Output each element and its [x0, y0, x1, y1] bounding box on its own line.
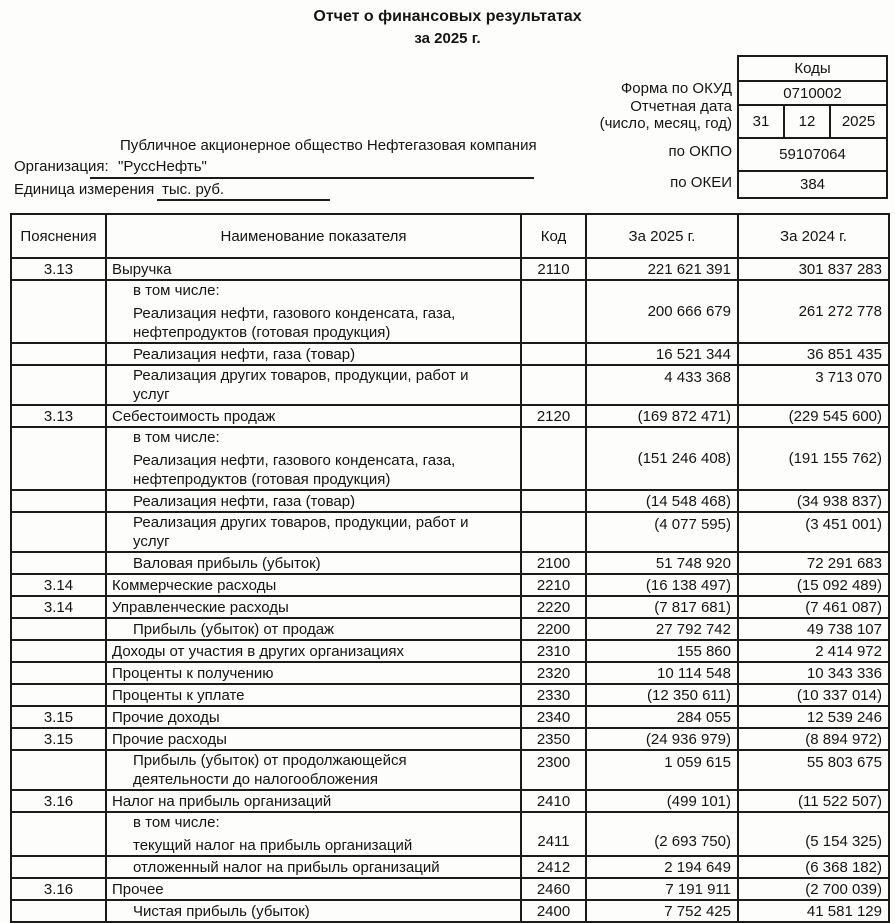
- indicator-name-cell: [106, 574, 521, 596]
- indicator-name-cell: [106, 258, 521, 280]
- report-date-label: Отчетная дата: [630, 98, 732, 115]
- table-header-row: [11, 214, 889, 258]
- indicator-name: Чистая прибыль (убыток): [133, 902, 310, 920]
- code-cell: 2210: [521, 574, 586, 596]
- code-cell: 2411: [521, 812, 586, 856]
- indicator-name: текущий налог на прибыль организаций: [133, 837, 413, 854]
- document-title: Отчет о финансовых результатах: [313, 8, 582, 25]
- value-2024-cell: (5 154 325): [738, 812, 889, 856]
- col-header-indicator-name: Наименование показателя: [106, 214, 521, 258]
- indicator-name: Выручка: [112, 260, 172, 278]
- col-header-2024: За 2024 г.: [738, 214, 889, 258]
- report-table-row: [11, 258, 889, 280]
- report-table-row: [11, 552, 889, 574]
- report-date-day: 31: [752, 113, 770, 130]
- code-cell: [521, 365, 586, 405]
- report-table-row: [11, 790, 889, 812]
- indicator-name: Прочее: [112, 880, 164, 898]
- indicator-name: Прочие расходы: [112, 730, 227, 748]
- explanation-cell: 3.16: [11, 790, 106, 812]
- indicator-name: Реализация других товаров, продукции, работ и: [133, 514, 469, 531]
- indicator-name-cell: [106, 490, 521, 512]
- indicator-name-cell: [106, 900, 521, 922]
- value-2024-cell: (7 461 087): [738, 596, 889, 618]
- organization-label: Организация:: [14, 158, 109, 175]
- codes-box: [737, 55, 888, 199]
- report-date-month: 12: [783, 106, 829, 137]
- value-2024-cell: (34 938 837): [738, 490, 889, 512]
- code-cell: [521, 343, 586, 365]
- report-table-row: [11, 728, 889, 750]
- report-table-row: [11, 640, 889, 662]
- indicator-name: нефтепродуктов (готовая продукция): [133, 471, 391, 488]
- value-2024-cell: (3 451 001): [738, 512, 889, 552]
- value-2024-cell: (2 700 039): [738, 878, 889, 900]
- code-cell: 2300: [521, 750, 586, 790]
- explanation-cell: 3.16: [11, 878, 106, 900]
- explanation-cell: [11, 490, 106, 512]
- organization-underline: [90, 177, 534, 179]
- code-cell: 2310: [521, 640, 586, 662]
- okud-label: Форма по ОКУД: [620, 80, 732, 97]
- indicator-name-cell: [106, 618, 521, 640]
- code-cell: 2460: [521, 878, 586, 900]
- report-period: за 2025 г.: [414, 30, 481, 47]
- indicator-name-cell: [106, 706, 521, 728]
- indicator-name-cell: [106, 280, 521, 343]
- financial-results-table: [10, 213, 890, 923]
- indicator-name-cell: [106, 878, 521, 900]
- value-2025-cell: (7 817 681): [586, 596, 738, 618]
- code-cell: [521, 280, 586, 343]
- value-2025-cell: 51 748 920: [586, 552, 738, 574]
- report-table-row: [11, 618, 889, 640]
- value-2024-cell: 72 291 683: [738, 552, 889, 574]
- indicator-name: Реализация нефти, газового конденсата, газа,: [133, 452, 456, 469]
- col-header-code: Код: [521, 214, 586, 258]
- value-2025-cell: (499 101): [586, 790, 738, 812]
- explanation-cell: [11, 343, 106, 365]
- report-date-year: 2025: [829, 106, 886, 137]
- value-2024-cell: 301 837 283: [738, 258, 889, 280]
- value-2025-cell: 2 194 649: [586, 856, 738, 878]
- report-table-row: [11, 812, 889, 856]
- value-2024-cell: 36 851 435: [738, 343, 889, 365]
- value-2024-cell: 10 343 336: [738, 662, 889, 684]
- indicator-name-cell: [106, 790, 521, 812]
- indicator-name: услуг: [133, 533, 170, 550]
- value-2025-cell: 284 055: [586, 706, 738, 728]
- explanation-cell: [11, 365, 106, 405]
- indicator-name: Реализация нефти, газа (товар): [133, 492, 356, 510]
- code-cell: [521, 427, 586, 490]
- code-cell: 2100: [521, 552, 586, 574]
- codes-header: Коды: [794, 60, 831, 77]
- code-cell: 2110: [521, 258, 586, 280]
- value-2024-cell: 41 581 129: [738, 900, 889, 922]
- value-2025-cell: (14 548 468): [586, 490, 738, 512]
- indicator-name: Прибыль (убыток) от продолжающейся: [133, 752, 407, 769]
- indicator-name: Проценты к получению: [112, 664, 274, 682]
- value-2025-cell: (169 872 471): [586, 405, 738, 427]
- indicator-name-cell: [106, 596, 521, 618]
- code-cell: 2330: [521, 684, 586, 706]
- value-2025-cell: (24 936 979): [586, 728, 738, 750]
- report-table-body: [11, 258, 889, 922]
- value-2024-cell: 49 738 107: [738, 618, 889, 640]
- code-cell: 2220: [521, 596, 586, 618]
- report-table-row: [11, 490, 889, 512]
- report-table-row: [11, 343, 889, 365]
- okei-code-value: 384: [739, 170, 886, 197]
- organization-name-line2: "РуссНефть": [118, 158, 207, 175]
- code-cell: 2410: [521, 790, 586, 812]
- value-2024-cell: 2 414 972: [738, 640, 889, 662]
- report-table-row: [11, 427, 889, 490]
- explanation-cell: [11, 684, 106, 706]
- value-2025-cell: (4 077 595): [586, 512, 738, 552]
- indicator-name-cell: [106, 728, 521, 750]
- indicator-name-cell: [106, 750, 521, 790]
- explanation-cell: [11, 618, 106, 640]
- report-table-row: [11, 856, 889, 878]
- organization-name-line1: Публичное акционерное общество Нефтегазовая компания: [120, 137, 537, 154]
- including-label: в том числе:: [133, 429, 220, 446]
- including-label: в том числе:: [133, 282, 220, 299]
- report-table-row: [11, 878, 889, 900]
- measure-unit-label: Единица измерения: [14, 181, 155, 198]
- value-2024-cell: (8 894 972): [738, 728, 889, 750]
- report-date-sublabel: (число, месяц, год): [599, 115, 732, 132]
- code-cell: [521, 490, 586, 512]
- explanation-cell: [11, 552, 106, 574]
- okud-code-value: 0710002: [739, 80, 886, 104]
- value-2024-cell: (191 155 762): [738, 427, 889, 490]
- indicator-name: Реализация других товаров, продукции, работ и: [133, 367, 469, 384]
- indicator-name: Прибыль (убыток) от продаж: [133, 620, 335, 638]
- value-2025-cell: 7 191 911: [586, 878, 738, 900]
- explanation-cell: 3.14: [11, 596, 106, 618]
- code-cell: 2200: [521, 618, 586, 640]
- value-2024-cell: 261 272 778: [738, 280, 889, 343]
- including-label: в том числе:: [133, 814, 220, 831]
- measure-unit-underline: [157, 199, 330, 201]
- okpo-label: по ОКПО: [668, 143, 732, 160]
- value-2025-cell: 200 666 679: [586, 280, 738, 343]
- indicator-name-cell: [106, 812, 521, 856]
- code-cell: 2340: [521, 706, 586, 728]
- indicator-name: Прочие доходы: [112, 708, 220, 726]
- report-table-row: [11, 574, 889, 596]
- value-2025-cell: 7 752 425: [586, 900, 738, 922]
- report-table-row: [11, 662, 889, 684]
- explanation-cell: 3.13: [11, 258, 106, 280]
- value-2024-cell: (15 092 489): [738, 574, 889, 596]
- explanation-cell: [11, 750, 106, 790]
- indicator-name: Управленческие расходы: [112, 598, 289, 616]
- code-cell: 2320: [521, 662, 586, 684]
- indicator-name: Валовая прибыль (убыток): [133, 554, 321, 572]
- col-header-explanations: Пояснения: [11, 214, 106, 258]
- explanation-cell: 3.14: [11, 574, 106, 596]
- report-table-row: [11, 512, 889, 552]
- report-table-row: [11, 706, 889, 728]
- code-cell: 2400: [521, 900, 586, 922]
- value-2024-cell: 3 713 070: [738, 365, 889, 405]
- indicator-name-cell: [106, 405, 521, 427]
- code-cell: 2412: [521, 856, 586, 878]
- indicator-name-cell: [106, 343, 521, 365]
- explanation-cell: 3.15: [11, 706, 106, 728]
- report-table-row: [11, 365, 889, 405]
- value-2025-cell: 10 114 548: [586, 662, 738, 684]
- indicator-name: нефтепродуктов (готовая продукция): [133, 324, 391, 341]
- code-cell: [521, 512, 586, 552]
- explanation-cell: [11, 812, 106, 856]
- explanation-cell: 3.15: [11, 728, 106, 750]
- value-2025-cell: 4 433 368: [586, 365, 738, 405]
- indicator-name-cell: [106, 427, 521, 490]
- explanation-cell: [11, 662, 106, 684]
- indicator-name-cell: [106, 512, 521, 552]
- explanation-cell: 3.13: [11, 405, 106, 427]
- indicator-name: Коммерческие расходы: [112, 576, 277, 594]
- explanation-cell: [11, 640, 106, 662]
- report-table-row: [11, 684, 889, 706]
- indicator-name-cell: [106, 662, 521, 684]
- value-2024-cell: 55 803 675: [738, 750, 889, 790]
- measure-unit-value: тыс. руб.: [162, 181, 225, 198]
- code-cell: 2120: [521, 405, 586, 427]
- indicator-name: деятельности до налогообложения: [133, 771, 379, 788]
- value-2025-cell: 16 521 344: [586, 343, 738, 365]
- indicator-name-cell: [106, 552, 521, 574]
- indicator-name: Себестоимость продаж: [112, 407, 276, 425]
- value-2025-cell: 221 621 391: [586, 258, 738, 280]
- indicator-name: отложенный налог на прибыль организаций: [133, 858, 440, 876]
- value-2025-cell: (2 693 750): [586, 812, 738, 856]
- indicator-name: Налог на прибыль организаций: [112, 792, 332, 810]
- value-2025-cell: 155 860: [586, 640, 738, 662]
- value-2025-cell: (16 138 497): [586, 574, 738, 596]
- indicator-name: Проценты к уплате: [112, 686, 245, 704]
- value-2024-cell: (229 545 600): [738, 405, 889, 427]
- col-header-2025: За 2025 г.: [586, 214, 738, 258]
- indicator-name-cell: [106, 365, 521, 405]
- okei-label: по ОКЕИ: [670, 174, 732, 191]
- indicator-name-cell: [106, 684, 521, 706]
- value-2024-cell: (6 368 182): [738, 856, 889, 878]
- report-table-row: [11, 280, 889, 343]
- explanation-cell: [11, 900, 106, 922]
- report-table-row: [11, 596, 889, 618]
- value-2025-cell: (12 350 611): [586, 684, 738, 706]
- report-table-row: [11, 405, 889, 427]
- indicator-name: услуг: [133, 386, 170, 403]
- report-table-row: [11, 900, 889, 922]
- okpo-code-value: 59107064: [739, 137, 886, 170]
- report-table-row: [11, 750, 889, 790]
- value-2025-cell: 27 792 742: [586, 618, 738, 640]
- value-2025-cell: (151 246 408): [586, 427, 738, 490]
- indicator-name: Доходы от участия в других организациях: [112, 642, 405, 660]
- indicator-name-cell: [106, 856, 521, 878]
- indicator-name-cell: [106, 640, 521, 662]
- value-2024-cell: (10 337 014): [738, 684, 889, 706]
- explanation-cell: [11, 856, 106, 878]
- explanation-cell: [11, 512, 106, 552]
- code-cell: 2350: [521, 728, 586, 750]
- explanation-cell: [11, 427, 106, 490]
- value-2024-cell: (11 522 507): [738, 790, 889, 812]
- indicator-name: Реализация нефти, газа (товар): [133, 345, 356, 363]
- value-2024-cell: 12 539 246: [738, 706, 889, 728]
- explanation-cell: [11, 280, 106, 343]
- report-date-cells: [739, 104, 886, 137]
- value-2025-cell: 1 059 615: [586, 750, 738, 790]
- indicator-name: Реализация нефти, газового конденсата, газа,: [133, 305, 456, 322]
